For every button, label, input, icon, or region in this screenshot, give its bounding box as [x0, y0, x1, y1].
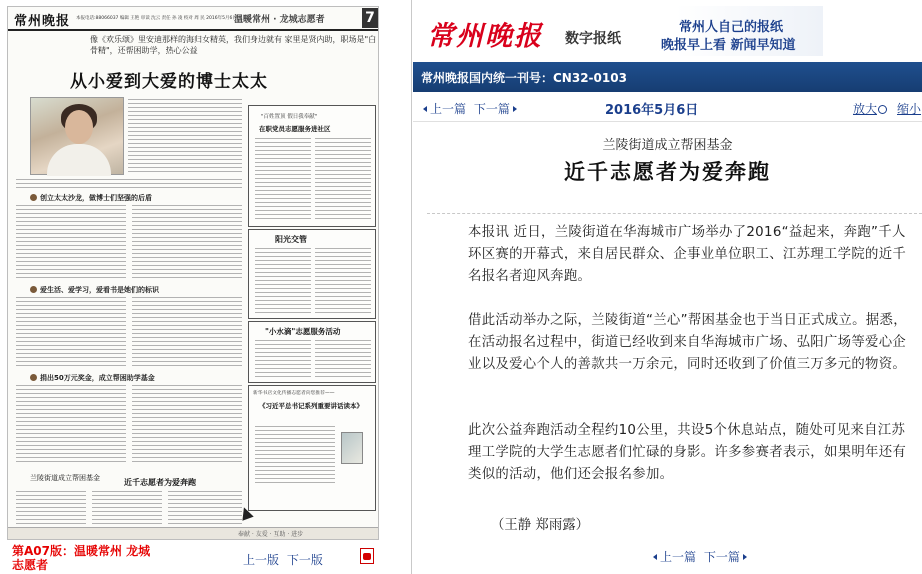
page-navigation	[243, 551, 323, 568]
prev-page-link[interactable]: 上一版	[243, 553, 280, 567]
article-body	[413, 122, 922, 574]
lead-subhead-1: 创立太太沙龙，做博士们坚强的后盾	[30, 193, 152, 203]
article-subtitle: 兰陵街道成立帮困基金	[602, 138, 733, 153]
book-cover-image	[341, 432, 363, 464]
lead-text-block	[16, 297, 126, 369]
article-paragraph: 此次公益奔跑活动全程约10公里，共设5个休息站点，随处可见来自江苏理工学院的大学生志愿者们忙碌的身影。许多参赛者表示，如果明年还有类似的活动，他们还会报名参加。	[468, 423, 907, 482]
news-box-party-members[interactable]: "百姓置顶 假日我奉献" 在职党员志愿服务进社区	[248, 105, 376, 227]
lead-text-block	[132, 385, 242, 465]
brand-subtitle: 数字报纸	[565, 31, 621, 47]
news-box-water-drop[interactable]: "小水滴"志愿服务活动	[248, 321, 376, 383]
page-masthead: 常州晚报	[14, 14, 71, 29]
slogan-box	[639, 6, 823, 56]
lead-text-block	[16, 385, 126, 465]
article-byline: （王静 郑雨露）	[491, 518, 589, 533]
page-footer-strip: 奉献 · 友爱 · 互助 · 进步	[8, 527, 379, 539]
bottom-article-headline[interactable]: 近千志愿者为爱奔跑	[124, 478, 196, 487]
newspaper-page-image[interactable]	[7, 6, 379, 540]
article-divider	[427, 213, 922, 214]
bottom-next-article-link[interactable]: 下一篇	[703, 550, 740, 564]
slogan-line-1: 常州人自己的报纸	[679, 20, 784, 35]
prev-article-link[interactable]: 上一篇	[430, 102, 467, 116]
publication-number: 常州晚报国内统一刊号：CN32-0103	[421, 71, 627, 85]
lead-subhead-2: 爱生活、爱学习，爱看书是她们的标识	[30, 285, 159, 295]
arrow-left-icon	[423, 106, 427, 112]
next-page-link[interactable]: 下一版	[286, 553, 323, 567]
bottom-article-kicker: 兰陵街道成立帮困基金	[30, 474, 100, 482]
zoom-in-button[interactable]: 放大	[853, 100, 887, 117]
article-paragraph: 本报讯 近日，兰陵街道在华海城市广场举办了2016“益起来，奔跑”千人环区赛的开幕式，来自居民群众、企事业单位职工、江苏理工学院的近千名报名者迎风奔跑。	[468, 225, 907, 284]
lead-text-block	[132, 297, 242, 369]
zoom-in-icon	[878, 105, 887, 114]
page-edition-label: 第A07版：温暖常州 龙城志愿者	[12, 544, 151, 572]
article-pane	[413, 0, 922, 574]
article-toolbar	[413, 92, 922, 122]
issue-date: 2016年5月6日	[605, 103, 699, 118]
lead-text-block	[16, 179, 242, 191]
arrow-right-icon	[513, 106, 517, 112]
arrow-left-icon	[653, 554, 657, 560]
lead-headline[interactable]: 从小爱到大爱的博士太太	[70, 72, 268, 92]
lead-text-block	[132, 205, 242, 279]
page-header-strip	[8, 7, 379, 31]
page-number: 7	[362, 8, 378, 28]
article-title: 近千志愿者为爱奔跑	[564, 159, 771, 184]
lead-text-block	[128, 99, 242, 175]
zoom-out-button[interactable]: 缩小	[897, 102, 922, 116]
next-article-link[interactable]: 下一篇	[473, 102, 510, 116]
article-paragraph: 借此活动举办之际，兰陵街道“兰心”帮困基金也于当日正式成立。据悉，在活动报名过程中，街道已经收到来自华海城市广场、弘阳广场等爱心企业以及爱心个人的善款共一万余元，同时还收到了价值三万多元的物资。	[468, 313, 907, 372]
lead-text-block	[16, 205, 126, 279]
bottom-prev-article-link[interactable]: 上一篇	[660, 550, 697, 564]
lead-subhead-3: 捐出50万元奖金，成立帮困助学基金	[30, 373, 155, 383]
brand-logo: 常州晚报	[427, 21, 543, 52]
slogan-line-2: 晚报早上看 新闻早知道	[661, 38, 796, 53]
article-bottom-navigation	[653, 548, 747, 565]
page-section-title: 温暖常州 · 龙城志愿者	[234, 15, 325, 25]
lead-photo	[30, 97, 124, 175]
page-meta: 本报电话:88066037 编辑 王艳 审读 沈云 责任 孙 凌 校对 周 民 2016年5月6日 星期五	[76, 16, 252, 21]
lead-intro: 像《欢乐颂》里安迪那样的海归女精英，我们身边就有 家里是贤内助，职场是"白骨精"，还帮困助学，热心公益	[90, 35, 377, 55]
news-box-traffic[interactable]: 阳光交管	[248, 229, 376, 319]
site-banner	[413, 0, 922, 62]
publication-number-bar	[413, 62, 922, 92]
news-box-book[interactable]: 新华书店文化传播志愿者向您推荐—— 《习近平总书记系列重要讲话读本》	[248, 385, 376, 511]
pdf-icon[interactable]	[360, 548, 374, 564]
page-thumbnail-pane	[0, 0, 412, 574]
arrow-right-icon	[743, 554, 747, 560]
article-navigation	[423, 100, 517, 117]
